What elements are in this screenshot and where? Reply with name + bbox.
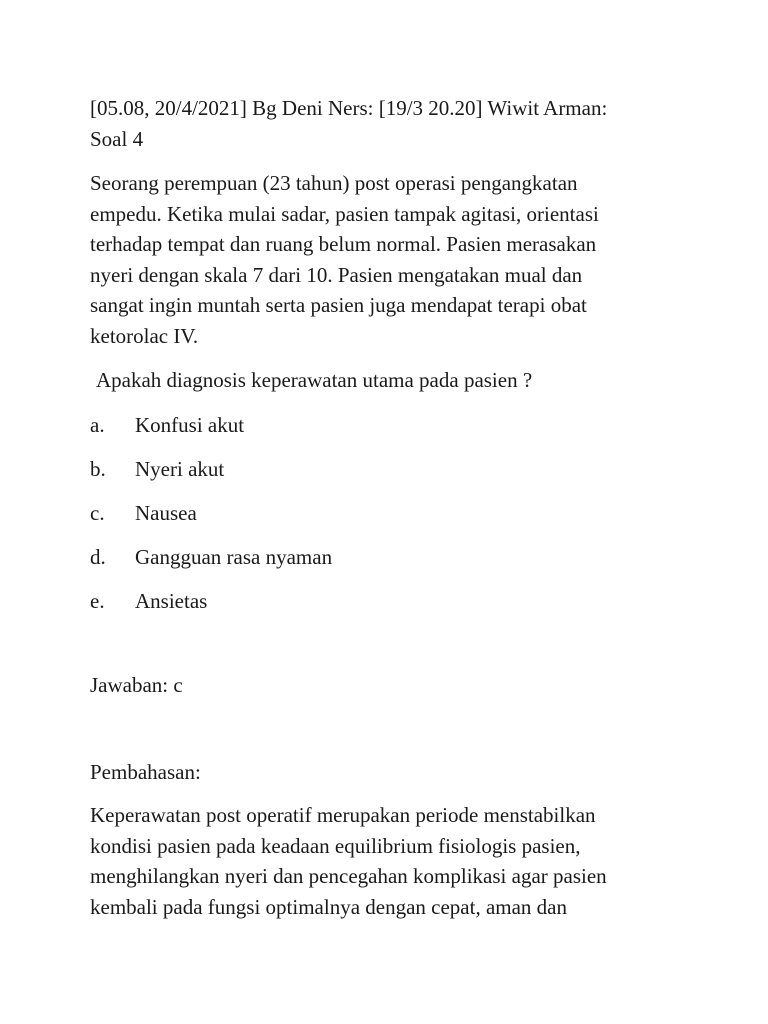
discussion-line: kondisi pasien pada keadaan equilibrium fisiologis pasien, [90, 833, 581, 858]
question-line: terhadap tempat dan ruang belum normal. Pasien merasakan [90, 232, 597, 256]
option-d [90, 542, 690, 573]
document-content [90, 93, 690, 919]
discussion-line: kembali pada fungsi optimalnya dengan cepat, aman dan [90, 894, 568, 919]
answer-key: Jawaban: c [90, 673, 183, 697]
option-text: Nyeri akut [135, 456, 225, 481]
option-text: Gangguan rasa nyaman [135, 544, 333, 569]
option-e [90, 586, 690, 617]
option-letter: c. [90, 500, 105, 525]
question-line: nyeri dengan skala 7 dari 10. Pasien mengatakan mual dan [90, 262, 583, 287]
question-prompt: Apakah diagnosis keperawatan utama pada pasien ? [96, 368, 533, 392]
chat-header-line-1: [05.08, 20/4/2021] Bg Deni Ners: [19/3 20.20] Wiwit Arman: [90, 96, 608, 120]
discussion-heading: Pembahasan: [90, 760, 201, 784]
question-line: sangat ingin muntah serta pasien juga mendapat terapi obat [90, 293, 587, 317]
option-text: Ansietas [135, 588, 208, 613]
option-letter: a. [90, 412, 105, 437]
discussion-line: menghilangkan nyeri dan pencegahan komplikasi agar pasien [90, 864, 607, 888]
option-letter: d. [90, 544, 106, 569]
question-text [90, 168, 690, 351]
question-line: Seorang perempuan (23 tahun) post operasi pengangkatan [90, 171, 578, 195]
option-b [90, 454, 690, 485]
discussion-line: Keperawatan post operatif merupakan periode menstabilkan [90, 803, 596, 827]
option-letter: e. [90, 588, 105, 613]
question-line: ketorolac IV. [90, 323, 199, 348]
option-c [90, 498, 690, 529]
option-text: Konfusi akut [135, 412, 245, 437]
discussion-text [90, 800, 690, 922]
option-a [90, 410, 690, 441]
option-text: Nausea [135, 500, 197, 525]
option-letter: b. [90, 456, 106, 481]
question-number: Soal 4 [90, 126, 144, 151]
chat-header [90, 93, 690, 154]
answer-options [90, 410, 690, 617]
question-line: empedu. Ketika mulai sadar, pasien tampak agitasi, orientasi [90, 201, 599, 226]
